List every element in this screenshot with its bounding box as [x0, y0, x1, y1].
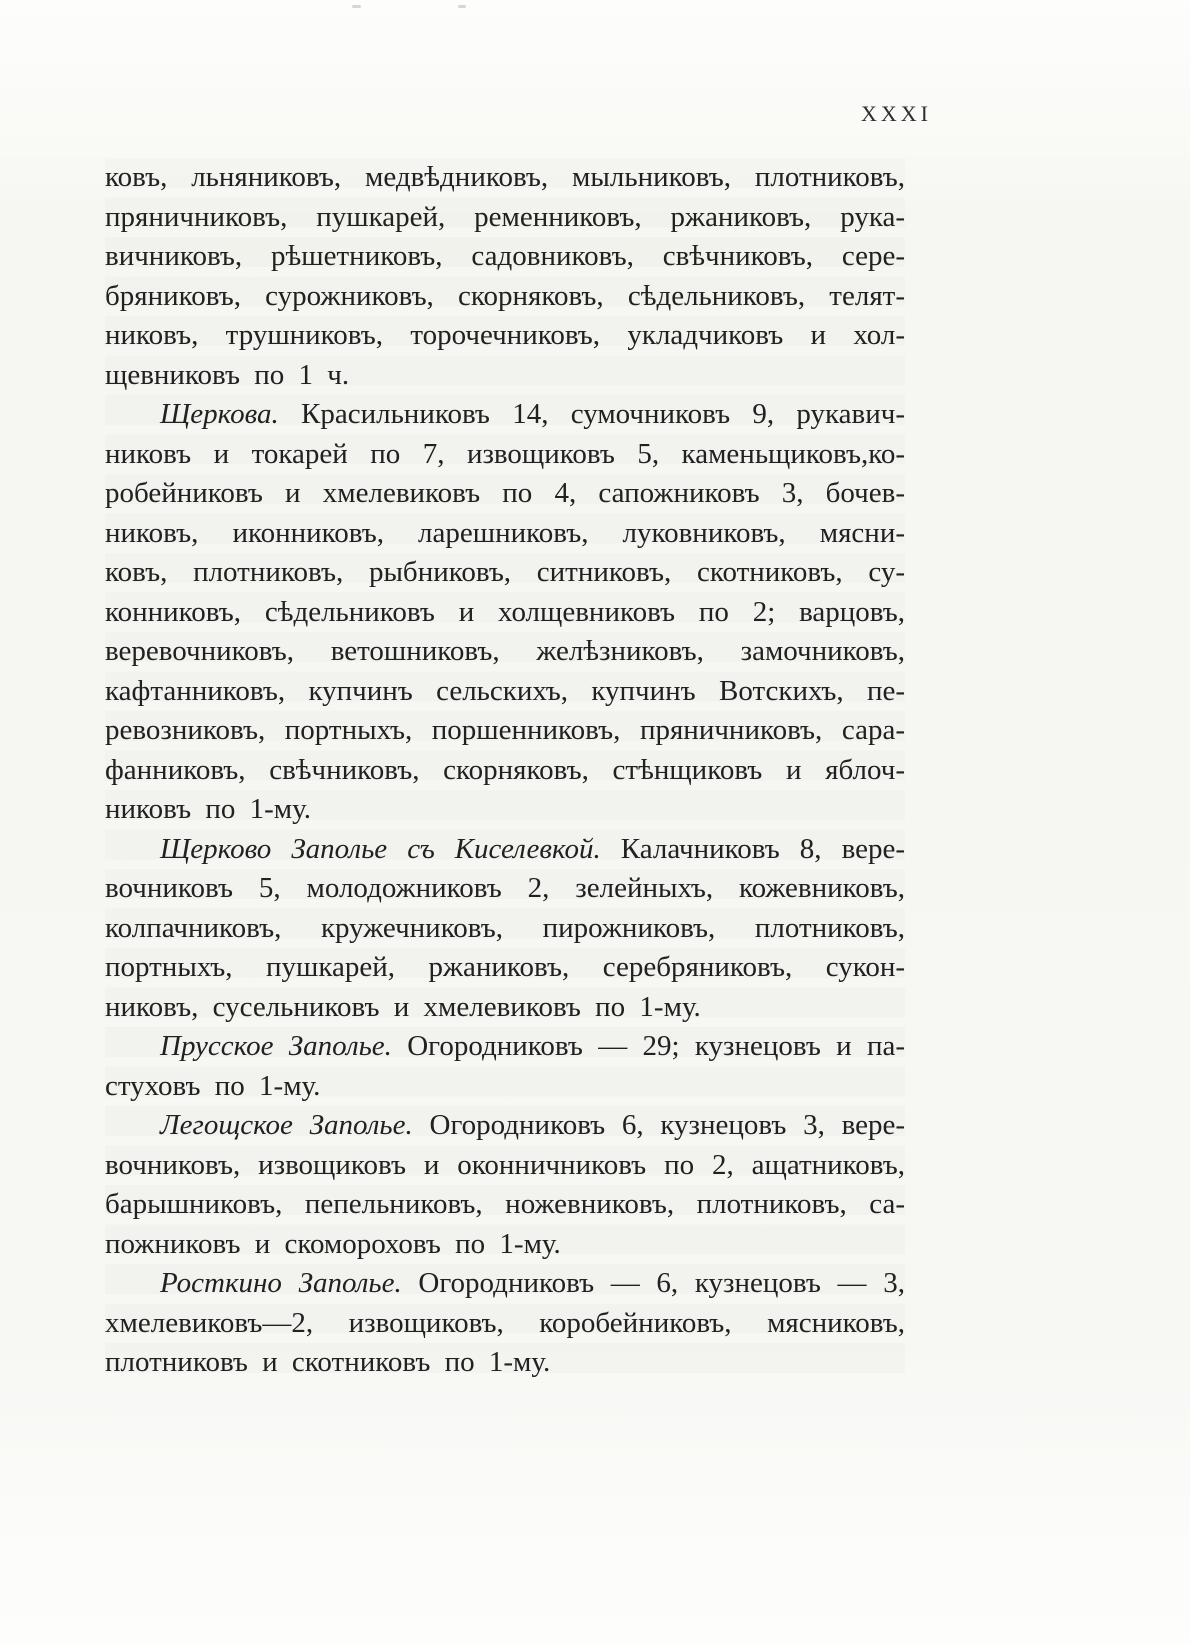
text-line: портныхъ, пушкарей, ржаниковъ, серебряниковъ, сукон- [105, 951, 905, 983]
place-name: Легощское Заполье. [160, 1109, 413, 1141]
text-line: пожниковъ и скомороховъ по 1-му. [105, 1227, 561, 1260]
text-line: никовъ по 1-му. [105, 793, 311, 825]
text-line [105, 830, 905, 870]
paragraph [105, 158, 905, 395]
text-line: конниковъ, сѣдельниковъ и холщевниковъ по 2; варцовъ, [105, 595, 905, 628]
text-line: ковъ, льняниковъ, медвѣдниковъ, мыльниковъ, плотниковъ, [105, 161, 905, 193]
text-line [105, 1027, 905, 1067]
text-line: ревозниковъ, портныхъ, поршенниковъ, пряничниковъ, сара- [105, 714, 905, 746]
place-name: Росткино Заполье. [160, 1267, 402, 1299]
paragraph [105, 1264, 905, 1383]
text-line [105, 1264, 905, 1304]
text-block [105, 158, 905, 1383]
text-line: вочниковъ 5, молодожниковъ 2, зелейныхъ, кожевниковъ, [105, 872, 905, 904]
text-line: плотниковъ и скотниковъ по 1-му. [105, 1346, 551, 1378]
text-line: ковъ, плотниковъ, рыбниковъ, ситниковъ, скотниковъ, су- [105, 556, 905, 588]
text-line: веревочниковъ, ветошниковъ, желѣзниковъ, замочниковъ, [105, 635, 905, 667]
text-line: стуховъ по 1-му. [105, 1069, 321, 1102]
text-line: пряничниковъ, пушкарей, ременниковъ, ржаниковъ, рука- [105, 200, 905, 233]
text-line: барышниковъ, пепельниковъ, ножевниковъ, плотниковъ, са- [105, 1188, 905, 1220]
paragraph [105, 830, 905, 1028]
text-line: никовъ, сусельниковъ и хмелевиковъ по 1-му. [105, 990, 701, 1023]
text-line: никовъ и токарей по 7, извощиковъ 5, каменьщиковъ,ко- [105, 437, 905, 470]
text-line-rest: Калачниковъ 8, вере- [620, 832, 906, 865]
text-line: вичниковъ, рѣшетниковъ, садовниковъ, свѣчниковъ, сере- [105, 240, 905, 272]
scan-speck [458, 5, 466, 8]
place-name: Щерково Заполье съ Киселевкой. [160, 832, 601, 865]
text-line: хмелевиковъ—2, извощиковъ, коробейниковъ, мясниковъ, [105, 1306, 905, 1339]
paragraph [105, 395, 905, 830]
text-line [105, 1106, 905, 1146]
text-line: вочниковъ, извощиковъ и оконничниковъ по 2, ащатниковъ, [105, 1148, 905, 1181]
text-line: колпачниковъ, кружечниковъ, пирожниковъ, плотниковъ, [105, 911, 905, 944]
paragraph [105, 1106, 905, 1264]
paragraph [105, 1027, 905, 1106]
text-line-rest: Красильниковъ 14, сумочниковъ 9, рукавич- [301, 398, 906, 430]
text-line: фанниковъ, свѣчниковъ, скорняковъ, стѣнщиковъ и яблоч- [105, 753, 905, 786]
place-name: Щеркова. [160, 398, 279, 430]
text-line: никовъ, иконниковъ, ларешниковъ, луковниковъ, мясни- [105, 516, 905, 549]
text-line-rest: Огородниковъ 6, кузнецовъ 3, вере- [429, 1109, 906, 1141]
text-line: щевниковъ по 1 ч. [105, 358, 350, 391]
text-line-rest: Огородниковъ — 6, кузнецовъ — 3, [418, 1267, 905, 1299]
text-line: кафтанниковъ, купчинъ сельскихъ, купчинъ Вотскихъ, пе- [105, 674, 905, 707]
place-name: Прусское Заполье. [160, 1030, 392, 1062]
text-line-rest: Огородниковъ — 29; кузнецовъ и па- [407, 1030, 906, 1062]
text-line: бряниковъ, сурожниковъ, скорняковъ, сѣдельниковъ, телят- [105, 279, 905, 312]
page-number: XXXI [861, 101, 932, 126]
text-line [105, 395, 905, 435]
text-line: робейниковъ и хмелевиковъ по 4, сапожниковъ 3, бочев- [105, 477, 905, 509]
scan-speck [352, 5, 361, 8]
text-line: никовъ, трушниковъ, торочечниковъ, укладчиковъ и хол- [105, 319, 905, 351]
